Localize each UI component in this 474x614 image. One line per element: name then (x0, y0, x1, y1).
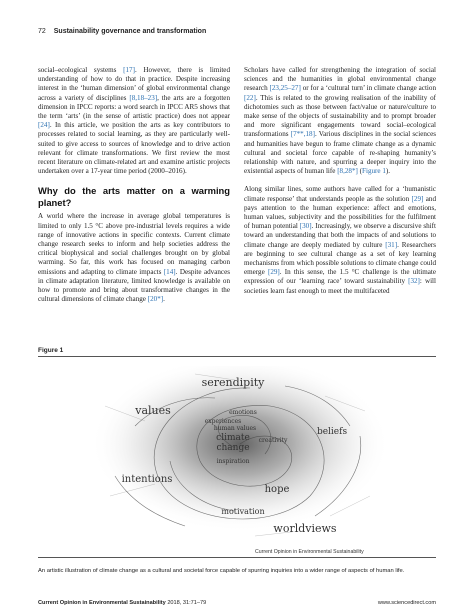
figure-illustration (75, 366, 395, 546)
word-beliefs: beliefs (316, 427, 348, 437)
citation-link[interactable]: [8,18–23] (129, 93, 158, 102)
page-number: 72 (38, 28, 46, 35)
footer-website: www.sciencedirect.com (377, 600, 436, 606)
word-intentions: intentions (121, 474, 173, 485)
citation-link[interactable]: * (157, 295, 161, 304)
citation-link[interactable]: [20 (147, 295, 158, 304)
word-motivation: motivation (221, 507, 265, 516)
word-human-values: human values (213, 425, 257, 432)
footer-citation: 2018, 31:71–79 (167, 600, 207, 606)
citation-link[interactable]: Figure 1 (362, 167, 386, 176)
word-change: change (216, 443, 250, 453)
section-heading: Why do the arts matter on a warming planet? (38, 185, 230, 209)
word-hope: hope (264, 484, 290, 495)
page-footer (38, 600, 436, 606)
citation-link[interactable]: [23,25–27] (269, 84, 301, 93)
word-emotions: emotions (229, 409, 257, 416)
citation-link[interactable]: [7 (290, 130, 297, 139)
paragraph: Scholars have called for strengthening the integration of social sciences and the humanities in global environmental change research [23,25–27] or for a ‘cultural turn’ in climate change action [22]. This is related to the growing realisation of the inability of dichotomies such as those between fact/value or nature/culture to make sense of the objects of sustainability and to prompt broader and more significant engagements toward social–ecological transformations [7**,18]. Various disciplines in the social sciences and humanities have begun to frame climate change as a dynamic cultural and societal force capable of re-shaping humanity’s relationship with nature, and spurring a deeper inquiry into the existential aspects of human life [8,28*] (Figure 1). (244, 66, 437, 176)
word-creativity: creativity (258, 437, 288, 444)
footer-journal: Current Opinion in Environmental Sustainability (38, 600, 166, 606)
running-head (38, 28, 206, 35)
paragraph: A world where the increase in average global temperatures is limited to only 1.5 °C above pre-industrial levels requires a wide range of innovative actions in specific contexts. Current climate change research seeks to inform and help societies address the critical biophysical and social challenges brought on by global warming. So far, this work has focused on managing carbon emissions and adapting to climate impacts [14]. Despite advances in climate adaptation literature, limited knowledge is available on how to promote and bring about transformative changes in the cultural dimensions of climate change [20*]. (38, 212, 230, 304)
citation-link[interactable]: [30] (299, 222, 312, 231)
word-climate: climate (216, 433, 250, 443)
right-column (244, 66, 436, 305)
word-worldviews: worldviews (273, 522, 337, 535)
word-serendipity: serendipity (201, 376, 265, 389)
citation-link[interactable]: [14] (163, 267, 176, 276)
citation-link[interactable]: [31] (385, 240, 398, 249)
citation-link[interactable]: [29] (267, 268, 280, 277)
word-inspiration: inspiration (216, 458, 250, 465)
citation-link[interactable]: ** (296, 130, 304, 139)
citation-link[interactable]: [17] (123, 66, 135, 74)
citation-link[interactable]: [32] (408, 277, 420, 286)
citation-link[interactable]: ] (355, 167, 358, 176)
paragraph: social–ecological systems [17]. However, there is limited understanding of how to do that in practice. Despite increasing interest in the ‘human dimension’ of global environmental change across a variety of disciplines [8,18–23], the arts are a forgotten dimension in IPCC reports: a word search in IPCC AR5 shows that the term ‘arts’ (in the sense of artistic practice) does not appear [24]. In this article, we position the arts as key contributors to processes related to social learning, as they are particularly well-suited to give access to sources of knowledge and to drive action relevant for climate transformations. We first review the most recent literature on climate-related art and examine artistic projects undertaken over a 17-year time period (2000–2016). (38, 66, 230, 176)
word-experiences: experiences (204, 418, 242, 425)
figure-source: Current Opinion in Environmental Sustainability (255, 549, 364, 555)
running-title: Sustainability governance and transformation (53, 28, 207, 35)
figure-label: Figure 1 (38, 347, 64, 354)
left-column (38, 66, 230, 313)
paragraph: Along similar lines, some authors have called for a ‘humanistic climate response’ that understands people as the solution [29] and pays attention to the human experience: affect and emotions, human values, subjectivity and the possibilities for the fulfilment of human potential [30]. Increasingly, we observe a discursive shift toward an understanding that both the impacts of and solutions to climate change are deeply mediated by culture [31]. Researchers are beginning to see cultural change as a set of key learning mechanisms from which possible solutions to climate change could emerge [29]. In this sense, the 1.5 °C challenge is the ultimate expression of our ‘learning race’ toward sustainability [32]: will societies learn fast enough to meet the multifaceted (244, 185, 436, 295)
citation-link[interactable]: [29] (411, 194, 424, 203)
citation-link[interactable]: [24] (38, 121, 50, 130)
citation-link[interactable]: ] (160, 295, 164, 304)
figure-caption: An artistic illustration of climate change as a cultural and societal force capable of spurring inquiries into a wider range of aspects of human life. (38, 568, 405, 574)
citation-link[interactable]: * (351, 167, 356, 176)
citation-link[interactable]: ,18] (303, 130, 315, 139)
citation-link[interactable]: [8,28 (337, 167, 352, 176)
word-values: values (135, 404, 171, 417)
citation-link[interactable]: [22] (244, 93, 256, 102)
